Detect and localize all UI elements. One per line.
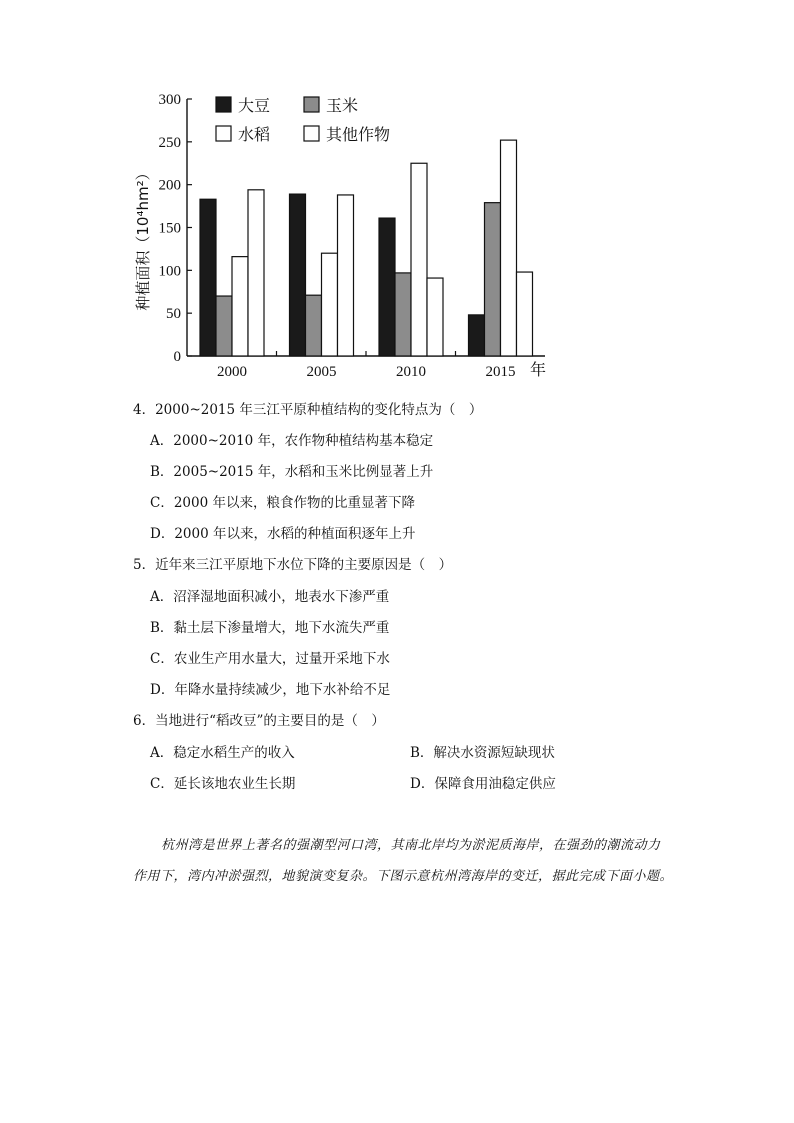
x-tick-label: 2000 (217, 364, 247, 380)
bar-2000-3 (248, 190, 264, 356)
question-6-stem: 6．当地进行“稻改豆”的主要目的是（ ） (133, 713, 385, 729)
y-tick-label: 50 (166, 306, 181, 323)
bar-2000-2 (232, 257, 248, 356)
question-5-option-c: C．农业生产用水量大，过量开采地下水 (150, 651, 390, 667)
bar-2005-3 (338, 195, 354, 356)
question-5-stem: 5．近年来三江平原地下水位下降的主要原因是（ ） (133, 557, 453, 573)
x-tick-label: 2010 (396, 364, 426, 380)
legend-label: 玉米 (326, 96, 359, 115)
y-tick-label: 300 (158, 92, 181, 108)
y-tick-label: 100 (158, 263, 181, 280)
y-tick-label: 250 (158, 134, 181, 151)
reading-passage: 杭州湾是世界上著名的强潮型河口湾，其南北岸均为淤泥质海岸，在强劲的潮流动力作用下，湾内冲淤强烈，地貌演变复杂。下图示意杭州湾海岸的变迁，据此完成下面小题。 (133, 838, 674, 884)
legend-swatch (216, 126, 231, 141)
bar-2015-2 (501, 140, 517, 356)
legend-swatch (304, 97, 319, 112)
question-4-option-b: B．2005~2015 年，水稻和玉米比例显著上升 (150, 464, 434, 480)
bar-2010-3 (427, 278, 443, 356)
bar-2010-0 (379, 218, 395, 356)
y-axis-label: 种植面积（10⁴hm²） (134, 165, 152, 311)
y-tick-label: 150 (158, 220, 181, 237)
question-4-option-d: D．2000 年以来，水稻的种植面积逐年上升 (150, 526, 416, 542)
bar-2005-0 (290, 194, 306, 356)
question-5-option-d: D．年降水量持续减少，地下水补给不足 (150, 682, 391, 698)
question-4-option-c: C．2000 年以来，粮食作物的比重显著下降 (150, 495, 415, 511)
question-4-stem: 4．2000~2015 年三江平原种植结构的变化特点为（ ） (133, 402, 483, 418)
bar-2000-0 (200, 199, 216, 356)
bar-2015-1 (485, 203, 501, 356)
bar-2005-1 (306, 295, 322, 356)
legend-label: 大豆 (238, 96, 271, 115)
y-tick-label: 200 (158, 177, 181, 194)
question-5-option-a: A．沼泽湿地面积减小，地表水下渗严重 (150, 589, 390, 605)
question-6-option-d: D．保障食用油稳定供应 (410, 776, 556, 792)
bar-2005-2 (322, 253, 338, 356)
bar-2000-1 (216, 296, 232, 356)
legend-swatch (304, 126, 319, 141)
question-6-option-c: C．延长该地农业生长期 (150, 776, 296, 792)
legend-label: 其他作物 (326, 125, 391, 144)
legend-label: 水稻 (238, 125, 271, 144)
question-6-option-b: B．解决水资源短缺现状 (410, 745, 555, 761)
x-tick-label: 2005 (306, 364, 337, 380)
legend-swatch (216, 97, 231, 112)
bar-2010-1 (395, 273, 411, 356)
x-axis-unit: 年 (530, 360, 547, 379)
question-6-option-a: A．稳定水稻生产的收入 (150, 745, 295, 761)
bar-2010-2 (411, 163, 427, 356)
question-4-option-a: A．2000~2010 年，农作物种植结构基本稳定 (150, 433, 434, 449)
x-tick-label: 2015 (485, 364, 516, 380)
legend (216, 96, 390, 144)
y-tick-label: 0 (173, 349, 181, 365)
bar-2015-0 (469, 315, 485, 356)
bars (200, 140, 533, 356)
planting-area-bar-chart (128, 88, 558, 388)
question-5-option-b: B．黏土层下渗量增大，地下水流失严重 (150, 620, 390, 636)
bar-2015-3 (517, 272, 533, 356)
